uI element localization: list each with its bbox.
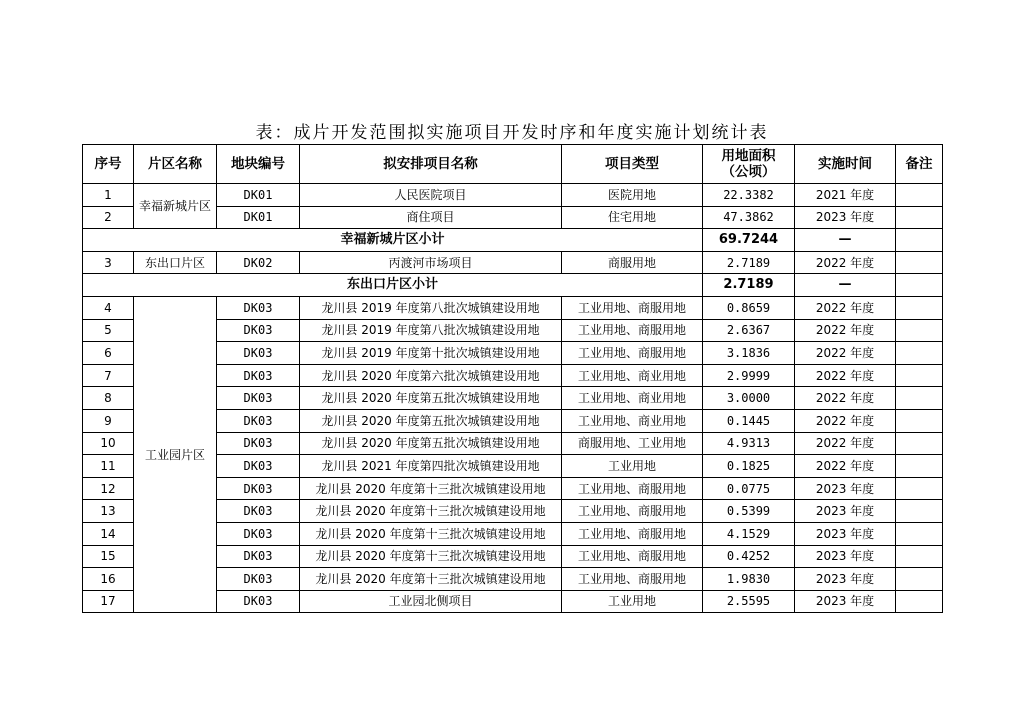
cell-project: 龙川县 2019 年度第八批次城镇建设用地 <box>300 319 562 342</box>
cell-project: 龙川县 2020 年度第十三批次城镇建设用地 <box>300 545 562 568</box>
cell-seq: 9 <box>83 409 134 432</box>
cell-remark <box>896 545 943 568</box>
cell-area: 2.5595 <box>703 590 795 613</box>
cell-plot: DK03 <box>217 500 300 523</box>
cell-time: 2021 年度 <box>795 184 896 207</box>
subtotal-label: 东出口片区小计 <box>83 274 703 297</box>
header-area-line1: 用地面积 <box>721 148 776 164</box>
table-row <box>83 184 943 207</box>
cell-plot: DK03 <box>217 590 300 613</box>
subtotal-time: — <box>795 229 896 252</box>
cell-remark <box>896 590 943 613</box>
cell-project: 商住项目 <box>300 206 562 229</box>
table-title: 表：成片开发范围拟实施项目开发时序和年度实施计划统计表 <box>255 123 769 143</box>
cell-area: 2.7189 <box>703 251 795 274</box>
cell-plot: DK03 <box>217 545 300 568</box>
cell-plot: DK03 <box>217 568 300 591</box>
cell-project: 龙川县 2020 年度第五批次城镇建设用地 <box>300 387 562 410</box>
cell-plot: DK03 <box>217 455 300 478</box>
cell-time: 2023 年度 <box>795 522 896 545</box>
cell-remark <box>896 432 943 455</box>
subtotal-row <box>83 274 943 297</box>
subtotal-area: 2.7189 <box>703 274 795 297</box>
cell-project: 龙川县 2021 年度第四批次城镇建设用地 <box>300 455 562 478</box>
cell-remark <box>896 342 943 365</box>
cell-type: 工业用地、商业用地 <box>562 364 703 387</box>
cell-area: 0.1445 <box>703 409 795 432</box>
cell-type: 医院用地 <box>562 184 703 207</box>
cell-area: 3.1836 <box>703 342 795 365</box>
cell-project: 龙川县 2020 年度第十三批次城镇建设用地 <box>300 522 562 545</box>
cell-area: 4.1529 <box>703 522 795 545</box>
cell-type: 工业用地、商服用地 <box>562 319 703 342</box>
cell-type: 住宅用地 <box>562 206 703 229</box>
header-plot: 地块编号 <box>217 145 300 184</box>
table-row <box>83 251 943 274</box>
cell-plot: DK03 <box>217 432 300 455</box>
cell-remark <box>896 455 943 478</box>
plan-table <box>82 144 943 613</box>
subtotal-area: 69.7244 <box>703 229 795 252</box>
cell-seq: 10 <box>83 432 134 455</box>
cell-area: 2.6367 <box>703 319 795 342</box>
cell-seq: 3 <box>83 251 134 274</box>
cell-seq: 13 <box>83 500 134 523</box>
subtotal-label: 幸福新城片区小计 <box>83 229 703 252</box>
cell-time: 2022 年度 <box>795 364 896 387</box>
header-time: 实施时间 <box>795 145 896 184</box>
cell-time: 2023 年度 <box>795 590 896 613</box>
cell-plot: DK03 <box>217 296 300 319</box>
cell-project: 工业园北侧项目 <box>300 590 562 613</box>
cell-remark <box>896 500 943 523</box>
cell-area: 47.3862 <box>703 206 795 229</box>
cell-type: 工业用地、商服用地 <box>562 545 703 568</box>
header-project: 拟安排项目名称 <box>300 145 562 184</box>
cell-type: 工业用地、商业用地 <box>562 409 703 432</box>
cell-project: 龙川县 2020 年度第十三批次城镇建设用地 <box>300 477 562 500</box>
cell-seq: 16 <box>83 568 134 591</box>
cell-type: 工业用地、商服用地 <box>562 522 703 545</box>
cell-area: 0.5399 <box>703 500 795 523</box>
cell-zone: 幸福新城片区 <box>134 184 217 229</box>
cell-seq: 1 <box>83 184 134 207</box>
subtotal-row <box>83 229 943 252</box>
cell-time: 2022 年度 <box>795 409 896 432</box>
cell-seq: 4 <box>83 296 134 319</box>
cell-seq: 6 <box>83 342 134 365</box>
cell-seq: 14 <box>83 522 134 545</box>
cell-type: 工业用地、商服用地 <box>562 568 703 591</box>
header-remark: 备注 <box>896 145 943 184</box>
cell-time: 2023 年度 <box>795 545 896 568</box>
cell-seq: 12 <box>83 477 134 500</box>
header-seq: 序号 <box>83 145 134 184</box>
cell-time: 2022 年度 <box>795 432 896 455</box>
cell-seq: 17 <box>83 590 134 613</box>
cell-project: 人民医院项目 <box>300 184 562 207</box>
cell-area: 0.1825 <box>703 455 795 478</box>
cell-area: 3.0000 <box>703 387 795 410</box>
table-row <box>83 296 943 319</box>
cell-remark <box>896 206 943 229</box>
cell-remark <box>896 319 943 342</box>
subtotal-remark <box>896 274 943 297</box>
cell-type: 工业用地、商服用地 <box>562 500 703 523</box>
cell-plot: DK03 <box>217 364 300 387</box>
cell-project: 龙川县 2020 年度第六批次城镇建设用地 <box>300 364 562 387</box>
header-area <box>703 145 795 184</box>
cell-type: 商服用地 <box>562 251 703 274</box>
cell-area: 1.9830 <box>703 568 795 591</box>
cell-area: 4.9313 <box>703 432 795 455</box>
cell-time: 2022 年度 <box>795 387 896 410</box>
cell-time: 2023 年度 <box>795 568 896 591</box>
cell-area: 22.3382 <box>703 184 795 207</box>
cell-plot: DK03 <box>217 319 300 342</box>
cell-seq: 11 <box>83 455 134 478</box>
cell-remark <box>896 251 943 274</box>
cell-area: 0.4252 <box>703 545 795 568</box>
cell-seq: 5 <box>83 319 134 342</box>
cell-zone: 工业园片区 <box>134 296 217 612</box>
cell-plot: DK03 <box>217 342 300 365</box>
cell-remark <box>896 184 943 207</box>
cell-seq: 7 <box>83 364 134 387</box>
cell-area: 0.0775 <box>703 477 795 500</box>
cell-remark <box>896 409 943 432</box>
cell-type: 工业用地、商业用地 <box>562 387 703 410</box>
cell-type: 工业用地、商服用地 <box>562 477 703 500</box>
cell-time: 2022 年度 <box>795 296 896 319</box>
header-area-line2: （公顷） <box>721 164 776 180</box>
cell-type: 工业用地 <box>562 455 703 478</box>
cell-remark <box>896 364 943 387</box>
cell-time: 2022 年度 <box>795 319 896 342</box>
cell-remark <box>896 522 943 545</box>
cell-plot: DK03 <box>217 387 300 410</box>
cell-time: 2022 年度 <box>795 251 896 274</box>
cell-remark <box>896 477 943 500</box>
cell-plot: DK02 <box>217 251 300 274</box>
cell-type: 工业用地、商服用地 <box>562 342 703 365</box>
cell-project: 龙川县 2020 年度第五批次城镇建设用地 <box>300 409 562 432</box>
cell-plot: DK03 <box>217 522 300 545</box>
cell-remark <box>896 568 943 591</box>
cell-time: 2023 年度 <box>795 500 896 523</box>
cell-project: 龙川县 2019 年度第八批次城镇建设用地 <box>300 296 562 319</box>
cell-time: 2022 年度 <box>795 342 896 365</box>
header-zone: 片区名称 <box>134 145 217 184</box>
cell-type: 工业用地 <box>562 590 703 613</box>
cell-time: 2023 年度 <box>795 206 896 229</box>
subtotal-remark <box>896 229 943 252</box>
cell-plot: DK03 <box>217 477 300 500</box>
cell-seq: 8 <box>83 387 134 410</box>
cell-project: 龙川县 2020 年度第十三批次城镇建设用地 <box>300 568 562 591</box>
cell-time: 2022 年度 <box>795 455 896 478</box>
header-row <box>83 145 943 184</box>
cell-type: 商服用地、工业用地 <box>562 432 703 455</box>
cell-area: 2.9999 <box>703 364 795 387</box>
cell-plot: DK01 <box>217 206 300 229</box>
cell-project: 龙川县 2020 年度第五批次城镇建设用地 <box>300 432 562 455</box>
cell-project: 丙渡河市场项目 <box>300 251 562 274</box>
cell-plot: DK01 <box>217 184 300 207</box>
cell-plot: DK03 <box>217 409 300 432</box>
cell-zone: 东出口片区 <box>134 251 217 274</box>
cell-project: 龙川县 2020 年度第十三批次城镇建设用地 <box>300 500 562 523</box>
cell-time: 2023 年度 <box>795 477 896 500</box>
cell-project: 龙川县 2019 年度第十批次城镇建设用地 <box>300 342 562 365</box>
cell-remark <box>896 387 943 410</box>
cell-type: 工业用地、商服用地 <box>562 296 703 319</box>
cell-area: 0.8659 <box>703 296 795 319</box>
subtotal-time: — <box>795 274 896 297</box>
header-type: 项目类型 <box>562 145 703 184</box>
cell-seq: 15 <box>83 545 134 568</box>
cell-remark <box>896 296 943 319</box>
cell-seq: 2 <box>83 206 134 229</box>
